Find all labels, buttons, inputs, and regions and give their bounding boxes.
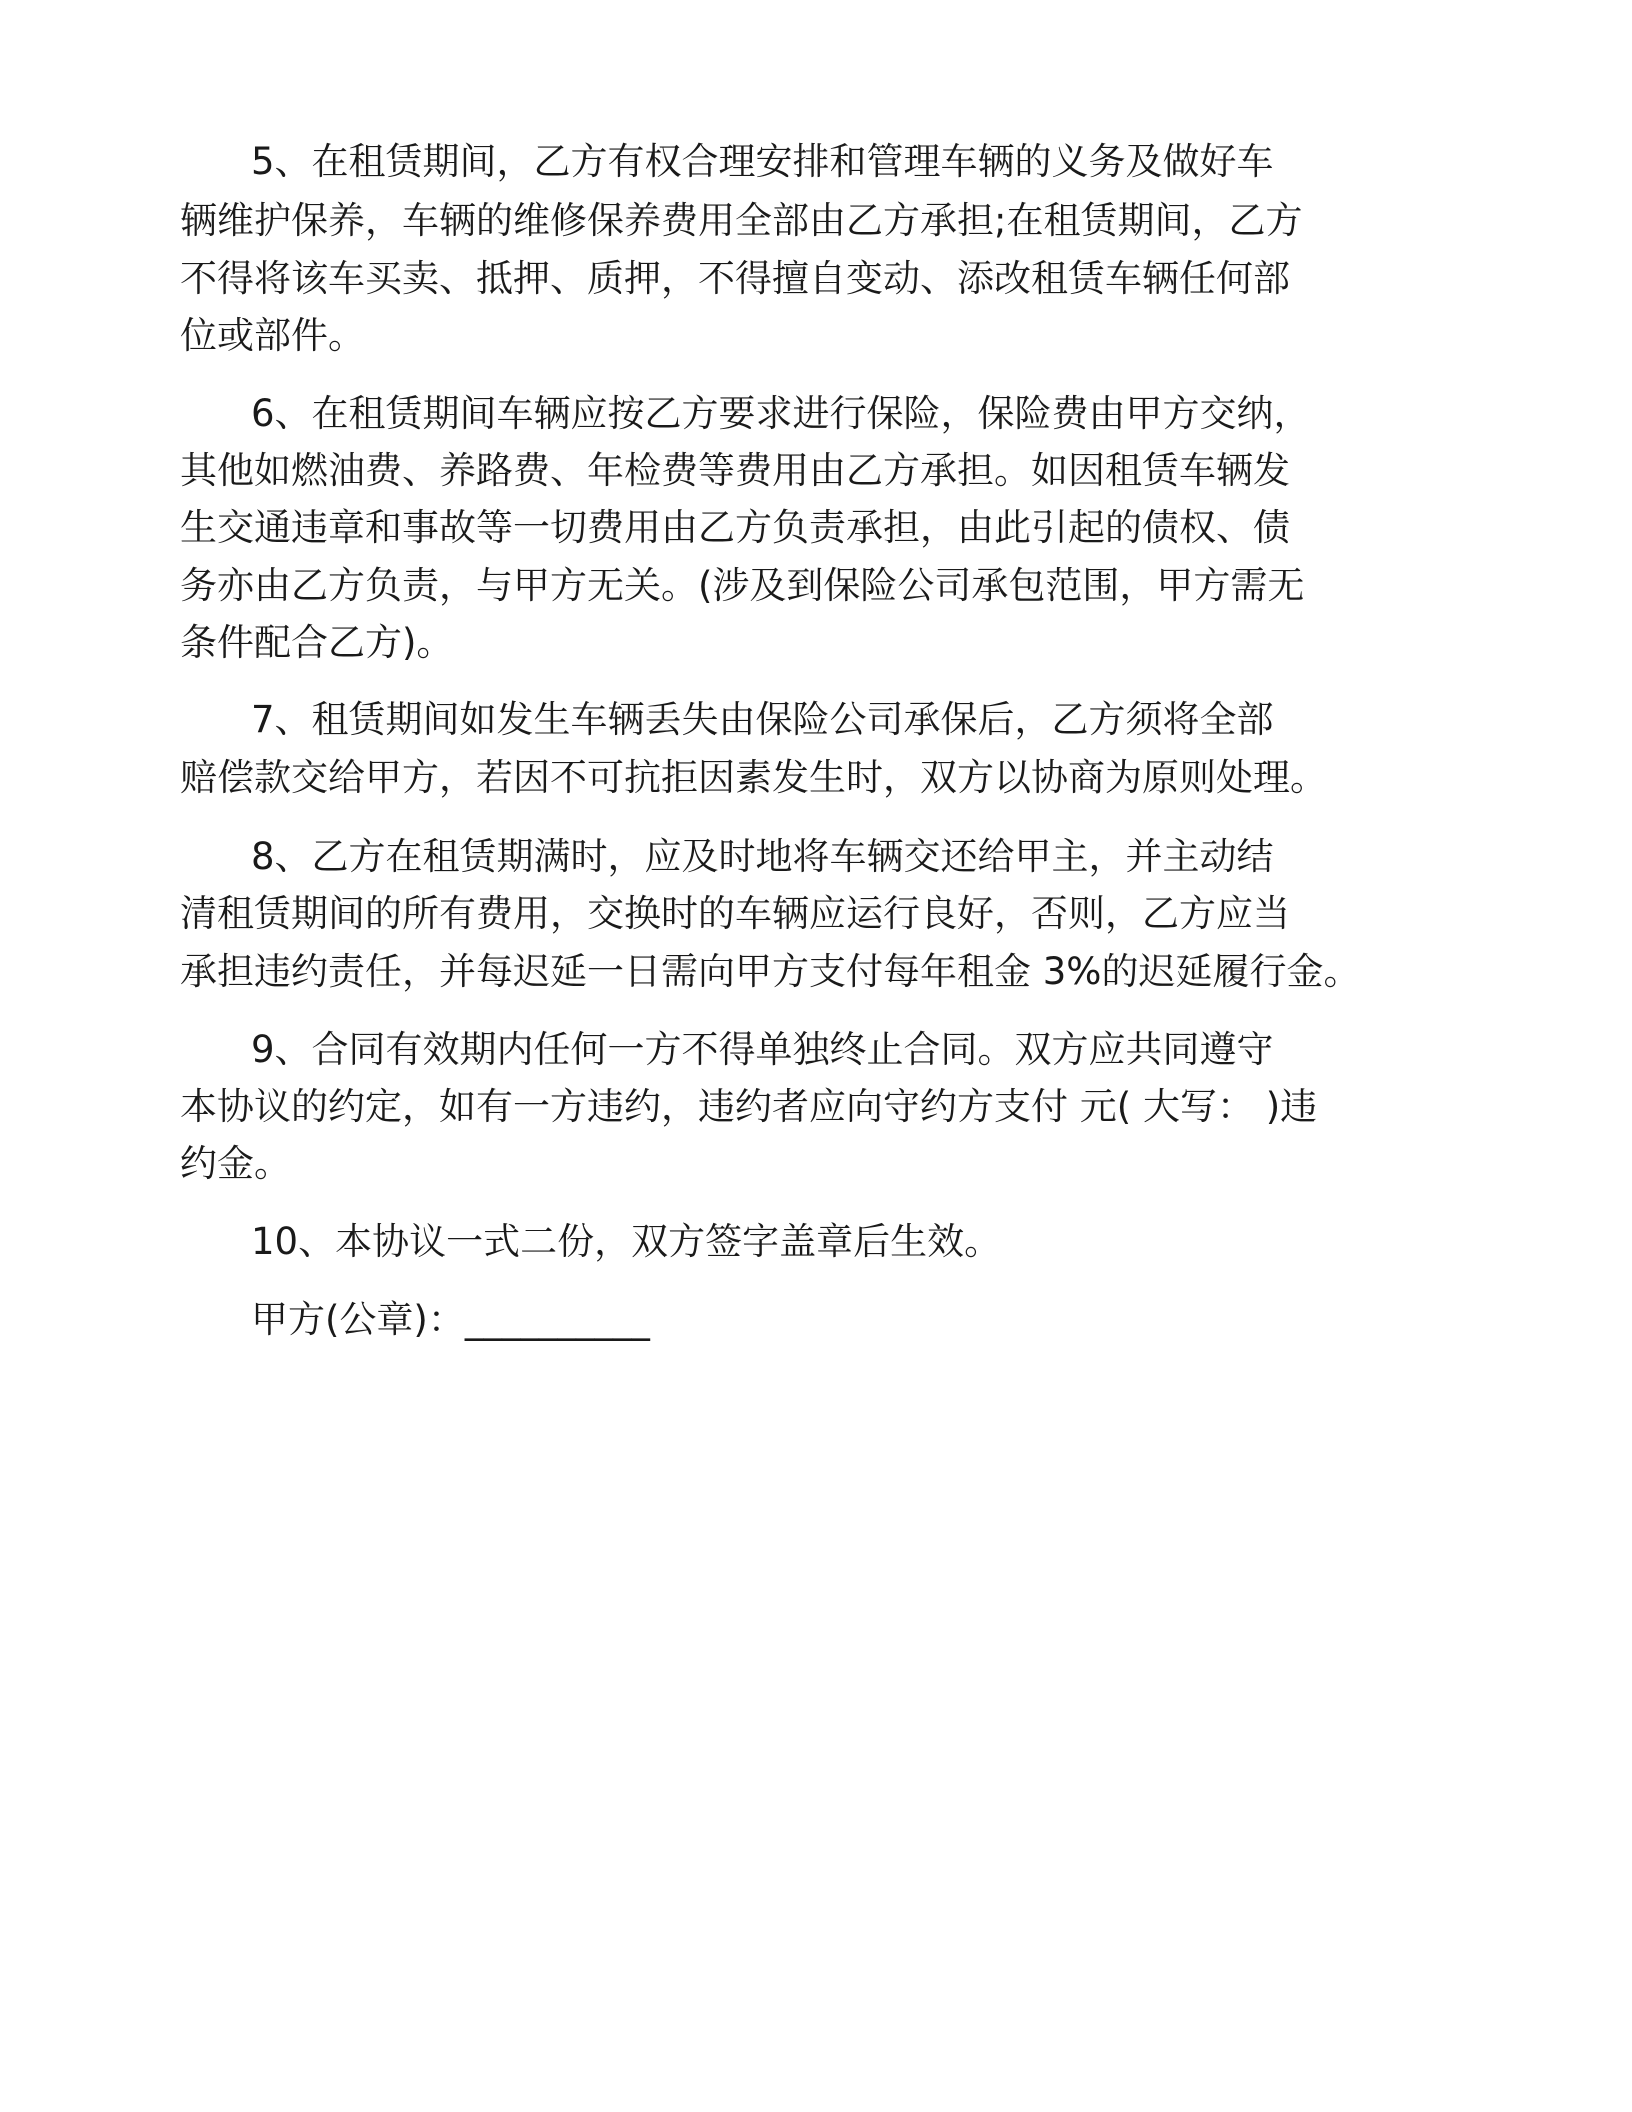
clause-7-line-2: 赔偿款交给甲方，若因不可抗拒因素发生时，双方以协商为原则处理。 <box>180 756 1327 799</box>
clause-7-line-1: 7、租赁期间如发生车辆丢失由保险公司承保后，乙方须将全部 <box>251 698 1274 741</box>
signature-blank: __________ <box>464 1298 650 1341</box>
clause-9-line-1: 9、合同有效期内任何一方不得单独终止合同。双方应共同遵守 <box>251 1028 1274 1071</box>
clause-8-line-3: 承担违约责任，并每迟延一日需向甲方支付每年租金 3%的迟延履行金。 <box>180 950 1361 993</box>
signature-label: 甲方(公章)： <box>251 1298 465 1341</box>
clause-9-line-3: 约金。 <box>180 1142 291 1185</box>
clause-5-line-3: 不得将该车买卖、抵押、质押，不得擅自变动、添改租赁车辆任何部 <box>180 257 1290 300</box>
clause-6-line-2: 其他如燃油费、养路费、年检费等费用由乙方承担。如因租赁车辆发 <box>180 449 1290 492</box>
clause-8-line-2: 清租赁期间的所有费用，交换时的车辆应运行良好，否则，乙方应当 <box>180 892 1290 935</box>
signature-block <box>251 1295 650 1345</box>
clause-9-line-2: 本协议的约定，如有一方违约，违约者应向守约方支付 元( 大写： )违 <box>180 1085 1318 1128</box>
clause-6-line-4: 务亦由乙方负责，与甲方无关。(涉及到保险公司承包范围，甲方需无 <box>180 564 1305 607</box>
clause-6-line-5: 条件配合乙方)。 <box>180 621 454 664</box>
clause-10-line-1: 10、本协议一式二份，双方签字盖章后生效。 <box>251 1220 1002 1263</box>
clause-5-line-2: 辆维护保养，车辆的维修保养费用全部由乙方承担;在租赁期间，乙方 <box>180 199 1303 242</box>
clause-6-line-1: 6、在租赁期间车辆应按乙方要求进行保险，保险费由甲方交纳， <box>251 392 1311 435</box>
clause-6-line-3: 生交通违章和事故等一切费用由乙方负责承担，由此引起的债权、债 <box>180 506 1290 549</box>
clause-8-line-1: 8、乙方在租赁期满时，应及时地将车辆交还给甲主，并主动结 <box>251 835 1274 878</box>
clause-5-line-4: 位或部件。 <box>180 314 365 357</box>
clause-5-line-1: 5、在租赁期间，乙方有权合理安排和管理车辆的义务及做好车 <box>251 140 1274 183</box>
